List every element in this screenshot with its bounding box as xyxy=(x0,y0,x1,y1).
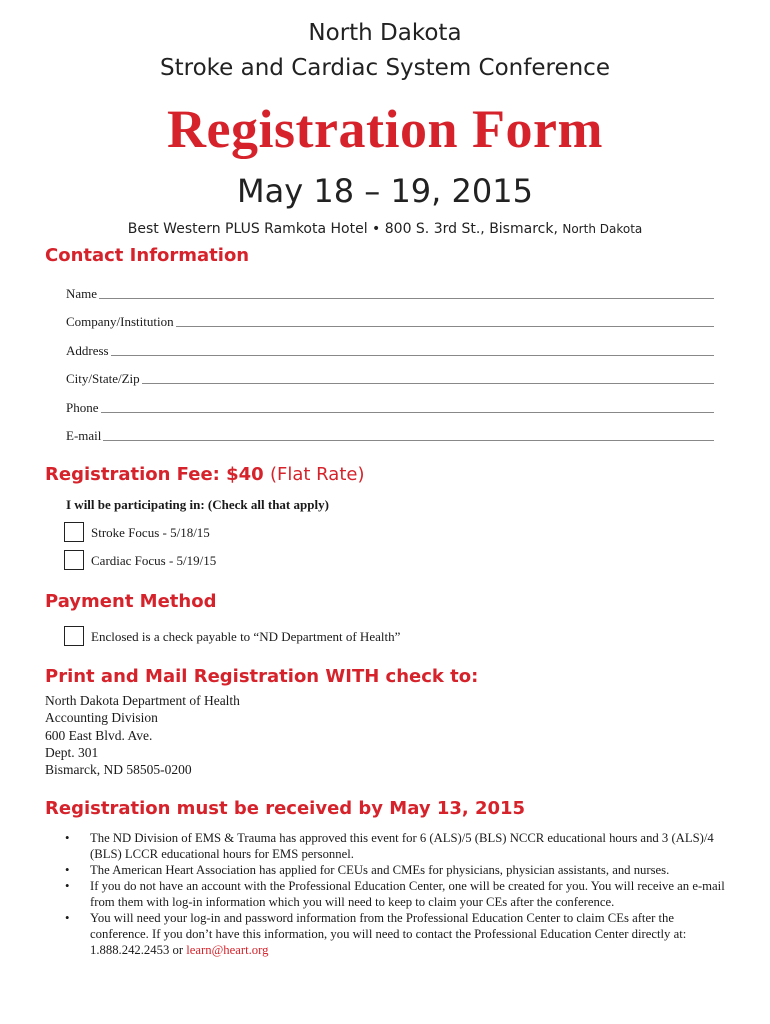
bullet: • xyxy=(65,911,70,925)
city-state-zip-line[interactable] xyxy=(142,382,714,384)
phone-label: Phone xyxy=(66,400,99,415)
email-field[interactable] xyxy=(66,424,714,444)
city-state-zip-label: City/State/Zip xyxy=(66,371,140,386)
venue xyxy=(0,221,770,237)
company-field[interactable] xyxy=(66,310,714,330)
venue-state: North Dakota xyxy=(562,222,643,236)
phone-line[interactable] xyxy=(101,411,715,413)
fee-heading xyxy=(45,464,364,485)
company-line[interactable] xyxy=(176,325,714,327)
address-field[interactable] xyxy=(66,339,714,359)
company-label: Company/Institution xyxy=(66,314,174,329)
phone-field[interactable] xyxy=(66,396,714,416)
address-line-2: Accounting Division xyxy=(45,710,158,726)
address-line-1: North Dakota Department of Health xyxy=(45,693,240,708)
list-item xyxy=(62,910,734,958)
contact-heading: Contact Information xyxy=(45,245,250,266)
bullet: • xyxy=(65,879,70,893)
mailing-address xyxy=(45,692,240,778)
bullet: • xyxy=(65,831,70,845)
conference-name: Stroke and Cardiac System Conference xyxy=(160,55,610,81)
cardiac-focus-checkbox[interactable] xyxy=(64,550,84,570)
payment-heading: Payment Method xyxy=(45,591,217,612)
cardiac-focus-label: Cardiac Focus - 5/19/15 xyxy=(91,553,217,568)
venue-address: Best Western PLUS Ramkota Hotel • 800 S. 3rd St., Bismarck, xyxy=(127,221,558,237)
note-text: You will need your log-in and password information from the Professional Education Center to claim CEs after the conference. If you don’t have this information, you will need to contact the Professional Education Center directly at: 1.888.242.2453 or xyxy=(90,911,687,957)
bullet: • xyxy=(65,863,70,877)
list-item xyxy=(62,862,734,878)
name-line[interactable] xyxy=(99,297,714,299)
list-item xyxy=(62,878,734,910)
email-link[interactable]: learn@heart.org xyxy=(186,943,269,957)
address-line-5: Bismarck, ND 58505-0200 xyxy=(45,762,192,778)
note-text: The ND Division of EMS & Trauma has approved this event for 6 (ALS)/5 (BLS) NCCR educational hours and 3 (ALS)/4 (BLS) LCCR educational hours for EMS personnel. xyxy=(90,831,714,861)
notes-list xyxy=(62,830,734,958)
conference-region: North Dakota xyxy=(308,20,462,46)
address-line[interactable] xyxy=(111,354,714,356)
name-field[interactable] xyxy=(66,282,714,302)
address-line-3: 600 East Blvd. Ave. xyxy=(45,727,153,743)
form-title: Registration Form xyxy=(167,99,603,159)
fee-amount: Registration Fee: $40 xyxy=(45,464,264,485)
stroke-focus-checkbox[interactable] xyxy=(64,522,84,542)
check-enclosed-checkbox[interactable] xyxy=(64,626,84,646)
email-line[interactable] xyxy=(103,439,714,441)
participation-instruction: I will be participating in: (Check all that apply) xyxy=(66,497,329,512)
note-text: The American Heart Association has applied for CEUs and CMEs for physicians, physician assistants, and nurses. xyxy=(90,863,670,877)
name-label: Name xyxy=(66,286,98,301)
conference-dates: May 18 – 19, 2015 xyxy=(237,172,533,210)
note-text: If you do not have an account with the Professional Education Center, one will be created for you. You will receive an e-mail from them with log-in information which you will need to keep to claim your CEs after the conference. xyxy=(90,879,725,909)
deadline-heading: Registration must be received by May 13, 2015 xyxy=(45,798,526,819)
email-label: E-mail xyxy=(66,428,102,443)
city-state-zip-field[interactable] xyxy=(66,367,714,387)
mail-heading: Print and Mail Registration WITH check to: xyxy=(45,666,479,687)
check-enclosed-label: Enclosed is a check payable to “ND Department of Health” xyxy=(91,629,401,644)
stroke-focus-label: Stroke Focus - 5/18/15 xyxy=(91,525,210,540)
address-label: Address xyxy=(66,343,109,358)
address-line-4: Dept. 301 xyxy=(45,744,99,760)
list-item xyxy=(62,830,734,862)
fee-rate: (Flat Rate) xyxy=(270,464,365,485)
